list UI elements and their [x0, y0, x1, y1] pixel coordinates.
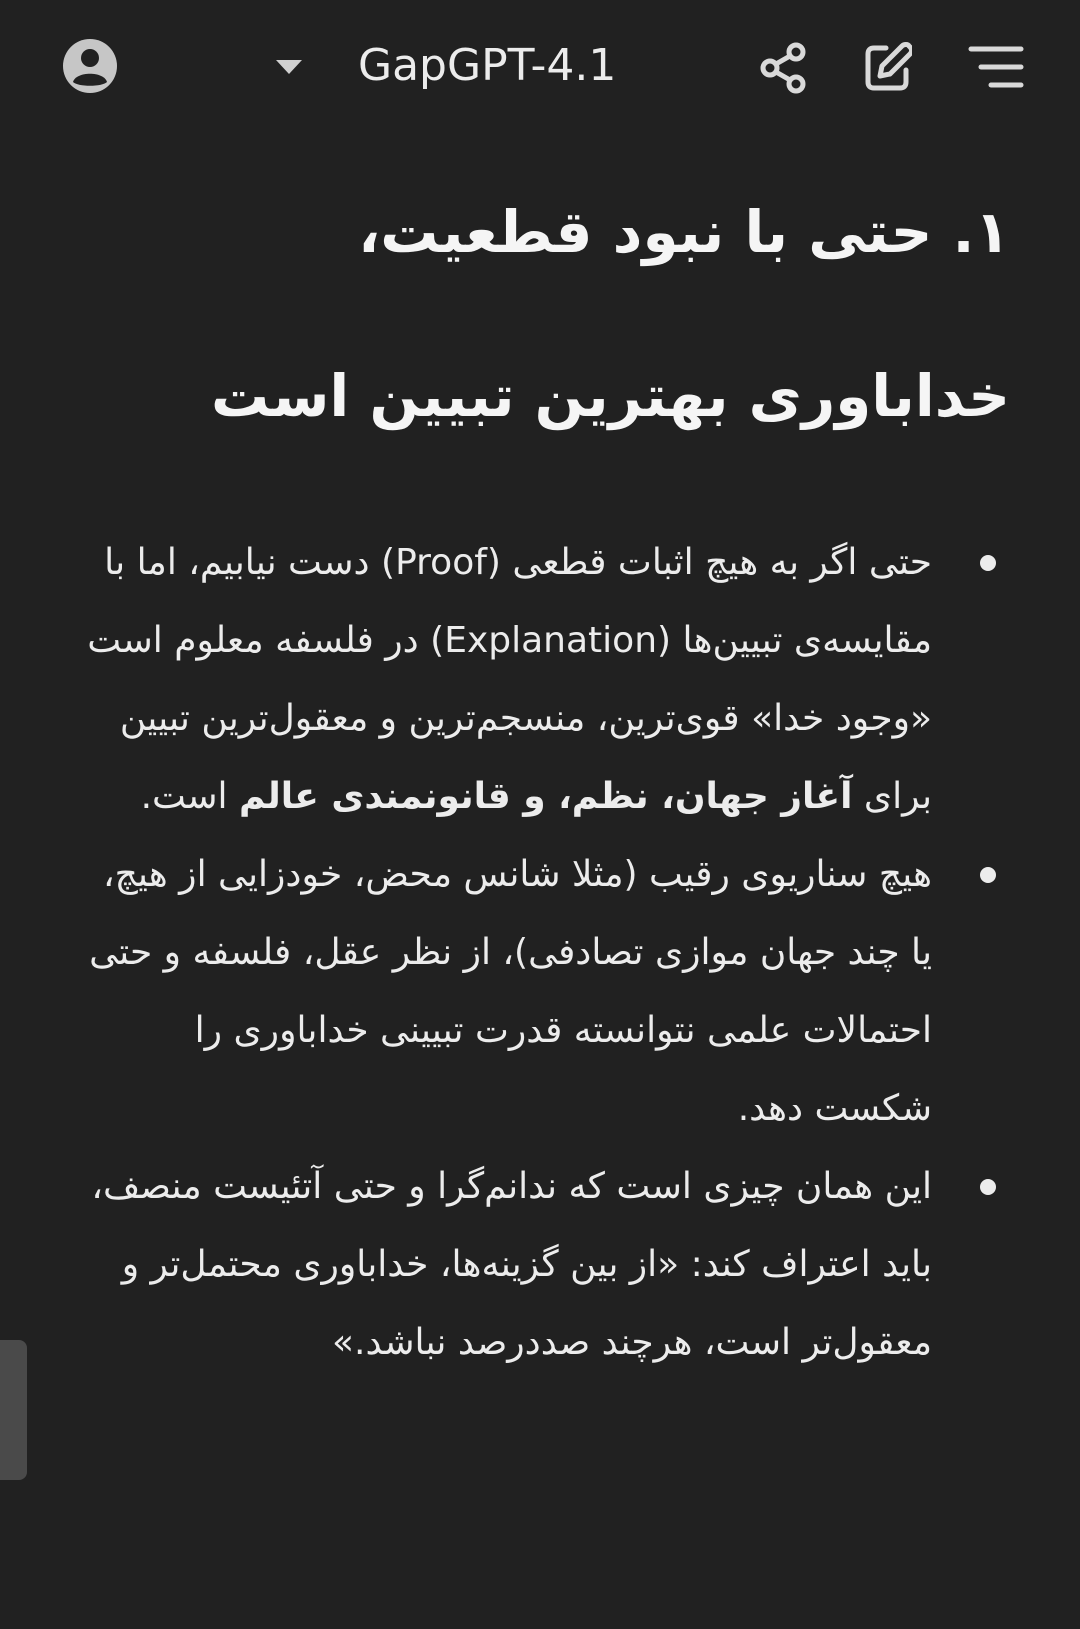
bullet-text: هیچ سناریوی رقیب (مثلا شانس محض، خودزایی از هیچ، یا چند جهان موازی تصادفی)، از نظر عقل، فلسفه و حتی احتمالات علمی نتوانسته قدرت تبیینی خداباوری را شکست دهد.	[89, 854, 932, 1129]
bullet-dot	[980, 1179, 996, 1195]
bullet-text-end: است.	[140, 776, 239, 817]
model-selector[interactable]: GapGPT-4.1	[358, 40, 617, 91]
assistant-message	[80, 150, 1010, 1382]
chevron-down-icon[interactable]	[274, 58, 304, 76]
menu-icon[interactable]	[968, 44, 1024, 90]
user-avatar-icon[interactable]	[62, 38, 118, 94]
bullet-list	[80, 524, 1010, 1382]
bullet-bold-text: آغاز جهان، نظم، و قانونمندی عالم	[238, 776, 853, 817]
bullet-dot	[980, 867, 996, 883]
bullet-text: حتی اگر به هیچ اثبات قطعی (Proof) دست نیابیم، اما با مقایسه‌ی تبیین‌ها (Explanation) در فلسفه معلوم است «وجود خدا» قوی‌ترین، منسجم‌ترین و معقول‌ترین تبیین برای	[87, 542, 932, 817]
list-item	[80, 1148, 1010, 1382]
edit-icon[interactable]	[862, 42, 912, 94]
list-item	[80, 836, 1010, 1148]
share-icon[interactable]	[758, 42, 808, 94]
bullet-dot	[980, 555, 996, 571]
list-item	[80, 524, 1010, 836]
bullet-text: این همان چیزی است که ندانم‌گرا و حتی آتئیست منصف، باید اعتراف کند: «از بین گزینه‌ها، خداباوری محتمل‌تر و معقول‌تر است، هرچند صددرصد نباشد.»	[91, 1166, 932, 1363]
top-bar	[0, 0, 1080, 130]
section-heading: ۱. حتی با نبود قطعیت، خداباوری بهترین تبیین است	[210, 198, 1010, 430]
scrollbar-thumb[interactable]	[0, 1340, 27, 1480]
